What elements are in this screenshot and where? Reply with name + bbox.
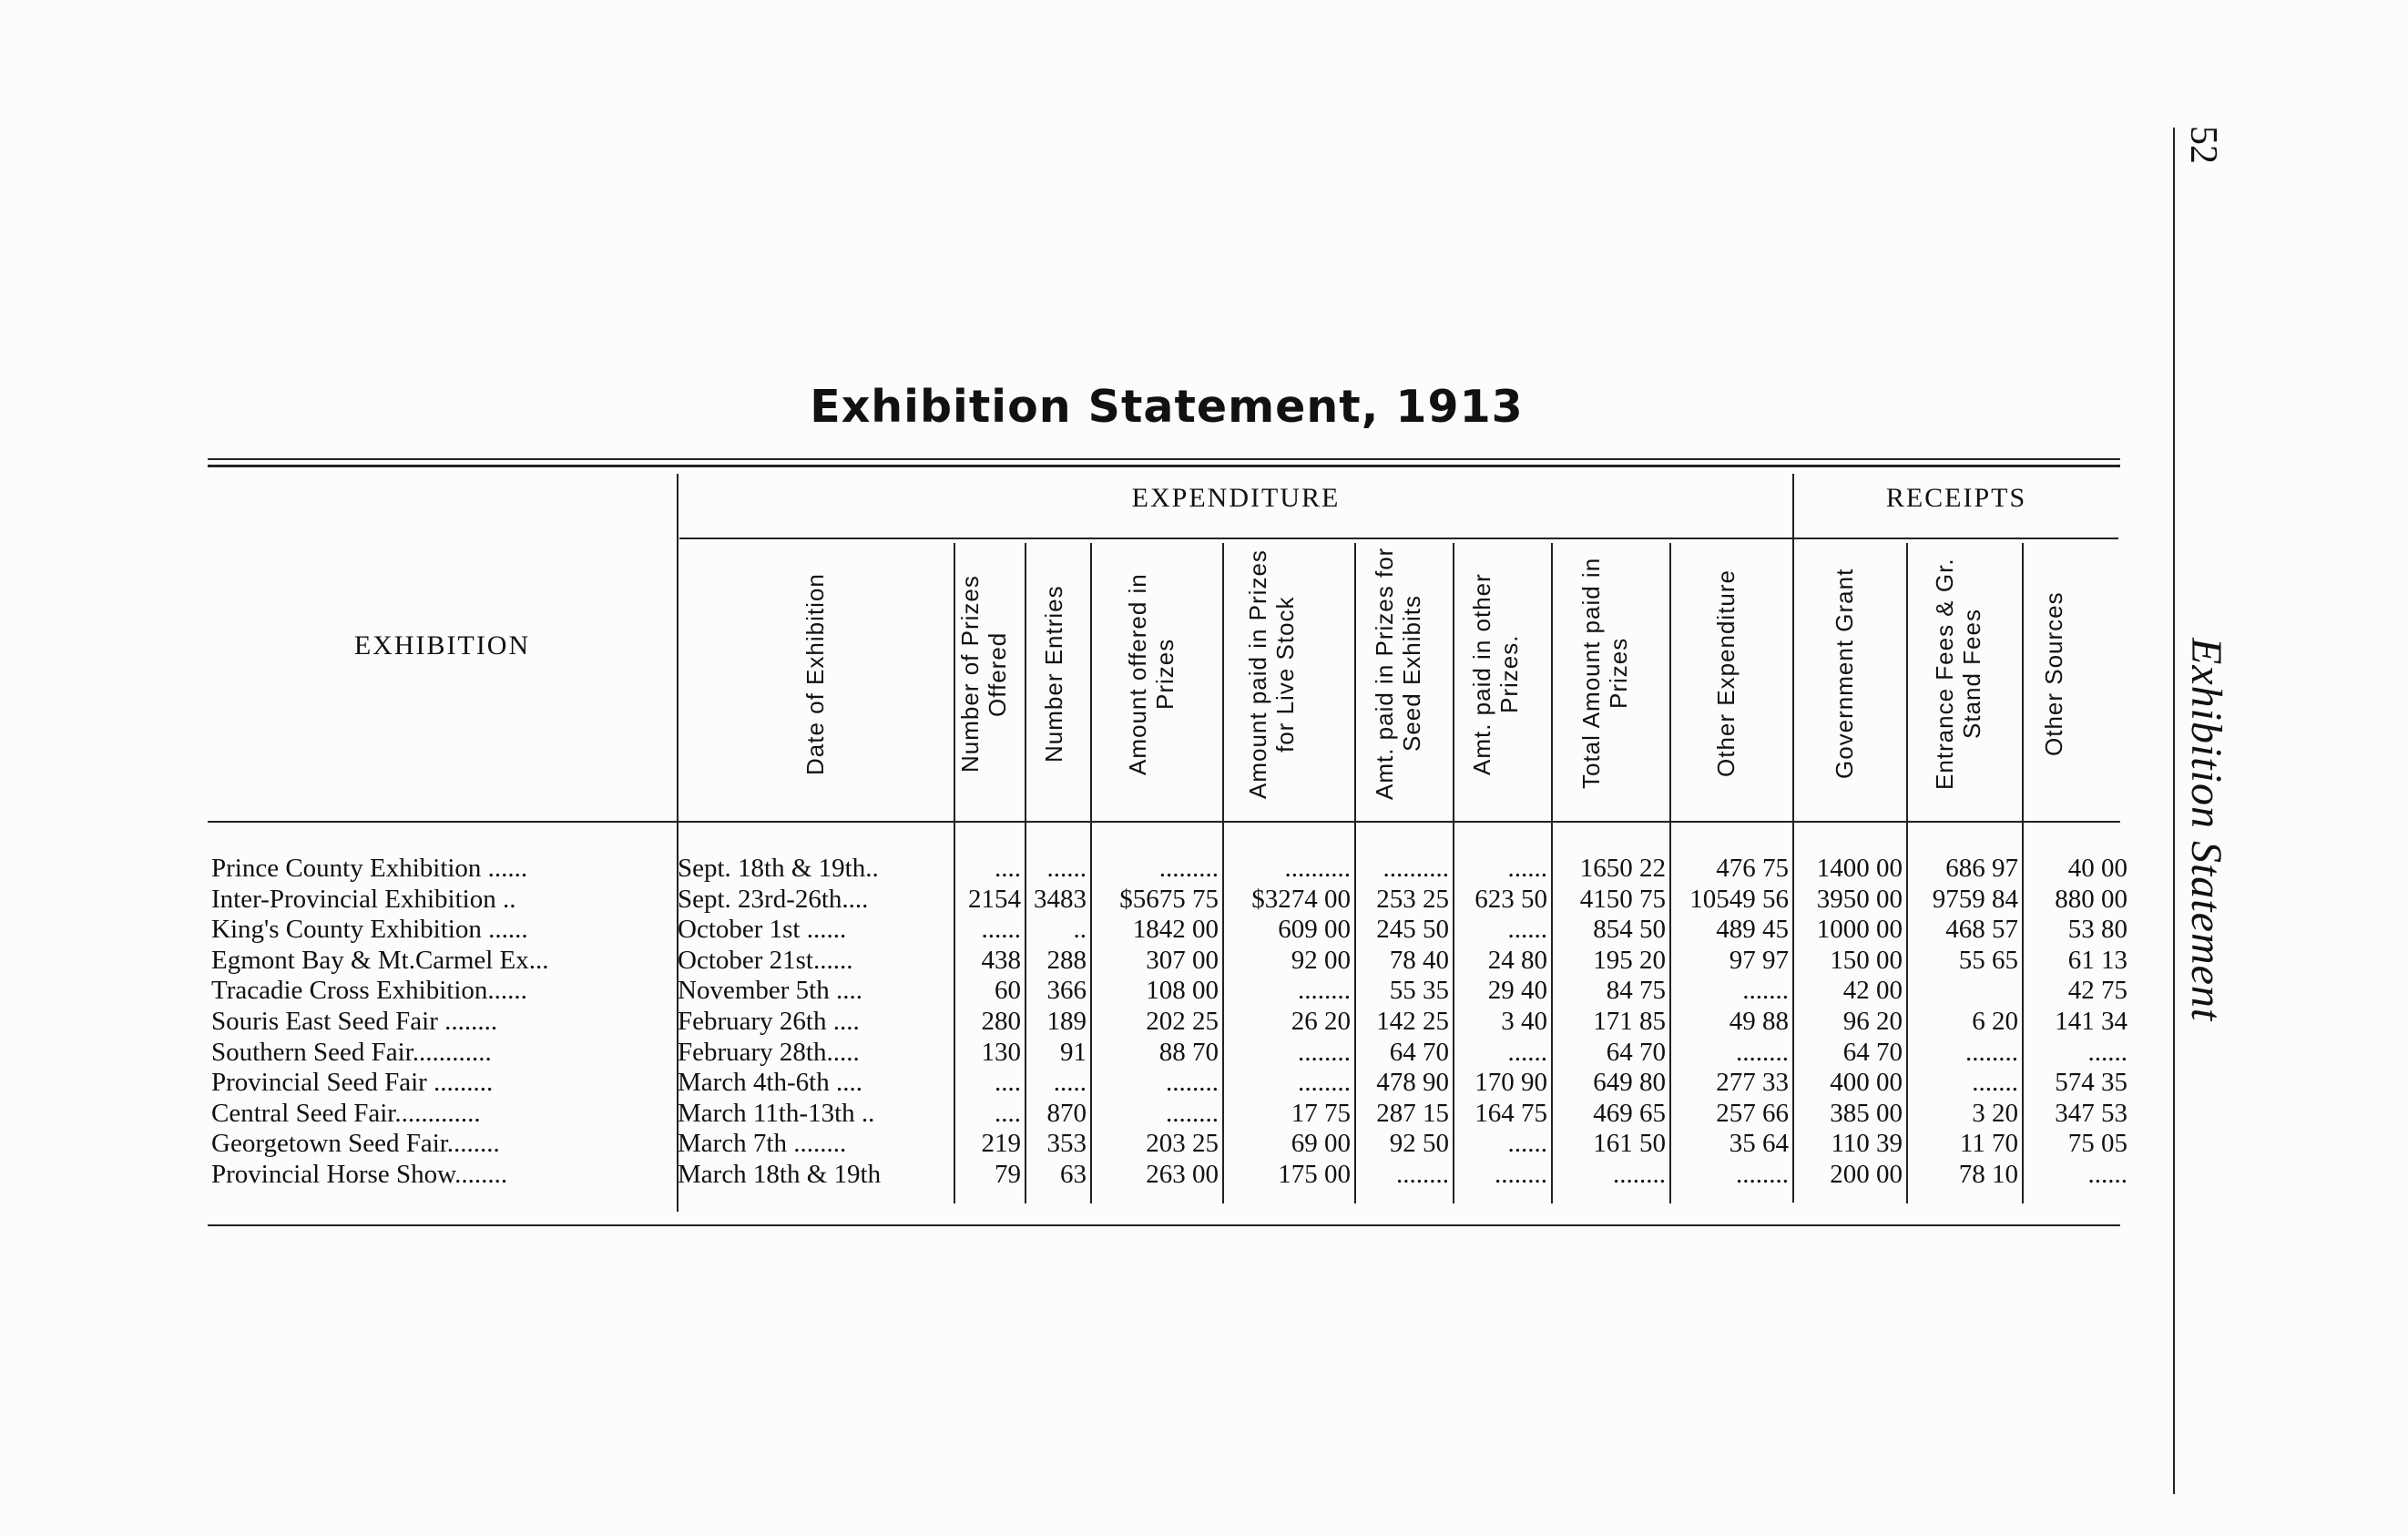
- table-cell: 96 20: [1842, 1007, 1903, 1036]
- table-cell: ......: [2087, 1037, 2127, 1067]
- table-cell: ........: [1396, 1160, 1449, 1189]
- table-cell: 108 00: [1146, 976, 1219, 1006]
- exhibition-date: March 7th ........: [678, 1129, 847, 1159]
- table-cell: ....: [995, 1098, 1021, 1128]
- exhibition-name: Inter-Provincial Exhibition ..: [211, 884, 516, 914]
- table-cell: ......: [981, 915, 1021, 945]
- table-row: [0, 1067, 2186, 1098]
- table-cell: 253 25: [1376, 884, 1449, 914]
- table-cell: 64 70: [1842, 1037, 1903, 1067]
- table-cell: 574 35: [2055, 1068, 2127, 1098]
- table-cell: 3950 00: [1816, 884, 1903, 914]
- table-cell: 195 20: [1593, 945, 1666, 975]
- column-header-amount-offered: Amount offered in Prizes: [1124, 573, 1178, 775]
- exhibition-name: Provincial Horse Show........: [211, 1160, 508, 1189]
- table-top-rule-2: [208, 465, 2120, 467]
- table-cell: 63: [1060, 1160, 1087, 1189]
- column-header-live-stock: Amount paid in Prizes for Live Stock: [1244, 549, 1299, 799]
- table-cell: 64 70: [1606, 1037, 1666, 1067]
- table-cell: 142 25: [1376, 1007, 1449, 1036]
- table-cell: 478 90: [1376, 1068, 1449, 1098]
- table-cell: 79: [995, 1160, 1021, 1189]
- table-cell: 161 50: [1593, 1129, 1666, 1159]
- table-cell: 60: [995, 976, 1021, 1006]
- table-cell: 468 57: [1945, 915, 2018, 945]
- table-cell: 189: [1046, 1007, 1087, 1036]
- table-cell: 10549 56: [1689, 884, 1789, 914]
- table-cell: 9759 84: [1932, 884, 2018, 914]
- table-cell: 75 05: [2067, 1129, 2127, 1159]
- column-header-total-paid: Total Amount paid in Prizes: [1577, 557, 1632, 790]
- exhibition-date: October 21st......: [678, 945, 853, 975]
- table-cell: ......: [1507, 1129, 1547, 1159]
- column-header-other-sources: Other Sources: [2040, 591, 2067, 757]
- table-cell: ........: [1736, 1037, 1789, 1067]
- table-cell: 347 53: [2055, 1098, 2127, 1128]
- table-cell: 489 45: [1716, 915, 1789, 945]
- table-cell: ..........: [1284, 854, 1351, 883]
- table-cell: 609 00: [1278, 915, 1351, 945]
- exhibition-name: Souris East Seed Fair ........: [211, 1007, 498, 1036]
- table-cell: 3483: [1034, 884, 1087, 914]
- table-cell: 49 88: [1729, 1007, 1789, 1036]
- column-header-entries: Number Entries: [1040, 585, 1067, 763]
- table-cell: ......: [2087, 1160, 2127, 1189]
- table-cell: 150 00: [1830, 945, 1903, 975]
- page-number: 52: [2182, 126, 2224, 164]
- table-cell: 353: [1046, 1129, 1087, 1159]
- exhibition-date: February 26th ....: [678, 1007, 860, 1036]
- column-header-other-expenditure: Other Expenditure: [1712, 569, 1740, 778]
- table-cell: 880 00: [2055, 884, 2127, 914]
- header-bottom-rule: [208, 821, 2120, 823]
- expenditure-header: EXPENDITURE: [1131, 483, 1341, 513]
- table-cell: 35 64: [1729, 1129, 1789, 1159]
- table-cell: ........: [1166, 1068, 1219, 1098]
- table-cell: .......: [1742, 976, 1789, 1006]
- table-row: [0, 884, 2186, 915]
- table-cell: ......: [1507, 854, 1547, 883]
- table-cell: 438: [981, 945, 1021, 975]
- column-header-other-prizes: Amt. paid in other Prizes.: [1468, 573, 1523, 775]
- margin-rule: [2173, 128, 2175, 1494]
- table-cell: 92 00: [1291, 945, 1351, 975]
- table-cell: 170 90: [1474, 1068, 1547, 1098]
- table-cell: ....: [995, 1068, 1021, 1098]
- table-cell: 11 70: [1959, 1129, 2018, 1159]
- table-cell: [1906, 975, 2022, 1006]
- table-cell: $3274 00: [1251, 884, 1351, 914]
- table-cell: 245 50: [1376, 915, 1449, 945]
- exhibition-date: February 28th.....: [678, 1037, 860, 1067]
- table-cell: 91: [1060, 1037, 1087, 1067]
- table-cell: 53 80: [2067, 915, 2127, 945]
- column-header-date: Date of Exhibition: [801, 573, 829, 775]
- table-cell: ..........: [1383, 854, 1449, 883]
- column-header-entrance-fees: Entrance Fees & Gr. Stand Fees: [1931, 558, 1985, 791]
- table-cell: 870: [1046, 1098, 1087, 1128]
- table-cell: ......: [1046, 854, 1087, 883]
- table-cell: 1000 00: [1816, 915, 1903, 945]
- table-top-rule: [208, 458, 2120, 460]
- table-cell: 202 25: [1146, 1007, 1219, 1036]
- table-cell: .......: [1972, 1068, 2018, 1098]
- table-row: [0, 914, 2186, 945]
- table-cell: 164 75: [1474, 1098, 1547, 1128]
- table-cell: 69 00: [1291, 1129, 1351, 1159]
- receipts-header: RECEIPTS: [1885, 483, 2027, 513]
- table-cell: 203 25: [1146, 1129, 1219, 1159]
- table-cell: 287 15: [1376, 1098, 1449, 1128]
- table-cell: 42 75: [2067, 976, 2127, 1006]
- table-cell: ........: [1298, 1037, 1351, 1067]
- table-cell: ........: [1495, 1160, 1547, 1189]
- exhibition-name: Central Seed Fair.............: [211, 1098, 481, 1128]
- table-cell: 141 34: [2055, 1007, 2127, 1036]
- table-cell: 97 97: [1729, 945, 1789, 975]
- table-cell: 110 39: [1831, 1129, 1903, 1159]
- table-cell: ........: [1613, 1160, 1666, 1189]
- table-cell: 1650 22: [1579, 854, 1666, 883]
- exhibition-name: King's County Exhibition ......: [211, 915, 528, 945]
- table-cell: 64 70: [1389, 1037, 1449, 1067]
- table-row: [0, 1006, 2186, 1037]
- table-cell: 649 80: [1593, 1068, 1666, 1098]
- exhibition-date: March 18th & 19th: [678, 1160, 882, 1189]
- table-cell: 171 85: [1593, 1007, 1666, 1036]
- running-head: Exhibition Statement: [2182, 638, 2230, 1022]
- exhibition-name: Prince County Exhibition ......: [211, 854, 528, 883]
- table-cell: 40 00: [2067, 854, 2127, 883]
- table-row: [0, 1159, 2186, 1190]
- table-cell: ........: [1965, 1037, 2018, 1067]
- column-header-prizes-offered: Number of Prizes Offered: [956, 575, 1011, 773]
- table-cell: 55 65: [1958, 945, 2018, 975]
- table-cell: 385 00: [1830, 1098, 1903, 1128]
- table-cell: 6 20: [1972, 1007, 2018, 1036]
- table-cell: 78 40: [1389, 945, 1449, 975]
- table-cell: 78 10: [1958, 1160, 2018, 1189]
- table-bottom-rule: [208, 1224, 2120, 1226]
- column-header-seed-exhibits: Amt. paid in Prizes for Seed Exhibits: [1371, 547, 1425, 800]
- table-cell: 88 70: [1158, 1037, 1219, 1067]
- page-title: Exhibition Statement, 1913: [810, 381, 1524, 433]
- table-cell: 307 00: [1146, 945, 1219, 975]
- table-cell: 130: [981, 1037, 1021, 1067]
- table-cell: 366: [1046, 976, 1087, 1006]
- table-cell: ......: [1507, 915, 1547, 945]
- table-cell: $5675 75: [1119, 884, 1219, 914]
- table-cell: ......: [1507, 1037, 1547, 1067]
- table-cell: 92 50: [1389, 1129, 1449, 1159]
- exhibition-name: Provincial Seed Fair .........: [211, 1068, 494, 1098]
- exhibition-date: November 5th ....: [678, 976, 862, 1006]
- table-cell: 3 20: [1972, 1098, 2018, 1128]
- table-row: [0, 945, 2186, 976]
- table-cell: 1400 00: [1816, 854, 1903, 883]
- table-cell: ....: [995, 854, 1021, 883]
- exhibition-name: Southern Seed Fair............: [211, 1037, 492, 1067]
- table-cell: ........: [1298, 976, 1351, 1006]
- table-cell: 623 50: [1474, 884, 1547, 914]
- exhibition-name: Egmont Bay & Mt.Carmel Ex...: [211, 945, 549, 975]
- table-cell: 280: [981, 1007, 1021, 1036]
- table-cell: ..: [1073, 915, 1087, 945]
- table-row: [0, 975, 2186, 1006]
- table-cell: 175 00: [1278, 1160, 1351, 1189]
- table-cell: 263 00: [1146, 1160, 1219, 1189]
- table-cell: 29 40: [1487, 976, 1547, 1006]
- exhibition-date: March 4th-6th ....: [678, 1068, 862, 1098]
- exhibition-date: Sept. 23rd-26th....: [678, 884, 869, 914]
- exhibition-date: October 1st ......: [678, 915, 847, 945]
- table-cell: 84 75: [1606, 976, 1666, 1006]
- table-cell: 277 33: [1716, 1068, 1789, 1098]
- exhibition-header: EXHIBITION: [353, 630, 531, 660]
- table-cell: 4150 75: [1579, 884, 1666, 914]
- table-cell: 55 35: [1389, 976, 1449, 1006]
- column-header-government-grant: Government Grant: [1831, 568, 1858, 779]
- table-cell: 61 13: [2067, 945, 2127, 975]
- group-header-rule: [679, 538, 2118, 539]
- table-cell: 476 75: [1716, 854, 1789, 883]
- table-row: [0, 1098, 2186, 1129]
- exhibition-name: Tracadie Cross Exhibition......: [211, 976, 527, 1006]
- table-row: [0, 853, 2186, 884]
- table-cell: 1842 00: [1132, 915, 1219, 945]
- table-cell: 2154: [968, 884, 1021, 914]
- table-cell: ........: [1736, 1160, 1789, 1189]
- exhibition-date: March 11th-13th ..: [678, 1098, 875, 1128]
- table-cell: 200 00: [1830, 1160, 1903, 1189]
- table-cell: 42 00: [1842, 976, 1903, 1006]
- table-row: [0, 1037, 2186, 1068]
- table-cell: .........: [1158, 854, 1219, 883]
- table-cell: ........: [1166, 1098, 1219, 1128]
- table-cell: 219: [981, 1129, 1021, 1159]
- table-cell: 257 66: [1716, 1098, 1789, 1128]
- exhibition-name: Georgetown Seed Fair........: [211, 1129, 500, 1159]
- table-cell: 26 20: [1291, 1007, 1351, 1036]
- table-cell: 469 65: [1593, 1098, 1666, 1128]
- exhibition-date: Sept. 18th & 19th..: [678, 854, 879, 883]
- table-cell: ........: [1298, 1068, 1351, 1098]
- table-cell: 3 40: [1501, 1007, 1547, 1036]
- table-cell: 400 00: [1830, 1068, 1903, 1098]
- table-row: [0, 1128, 2186, 1159]
- table-cell: 854 50: [1593, 915, 1666, 945]
- table-cell: 24 80: [1487, 945, 1547, 975]
- table-cell: .....: [1053, 1068, 1087, 1098]
- table-cell: 686 97: [1945, 854, 2018, 883]
- table-cell: 17 75: [1291, 1098, 1351, 1128]
- table-cell: 288: [1046, 945, 1087, 975]
